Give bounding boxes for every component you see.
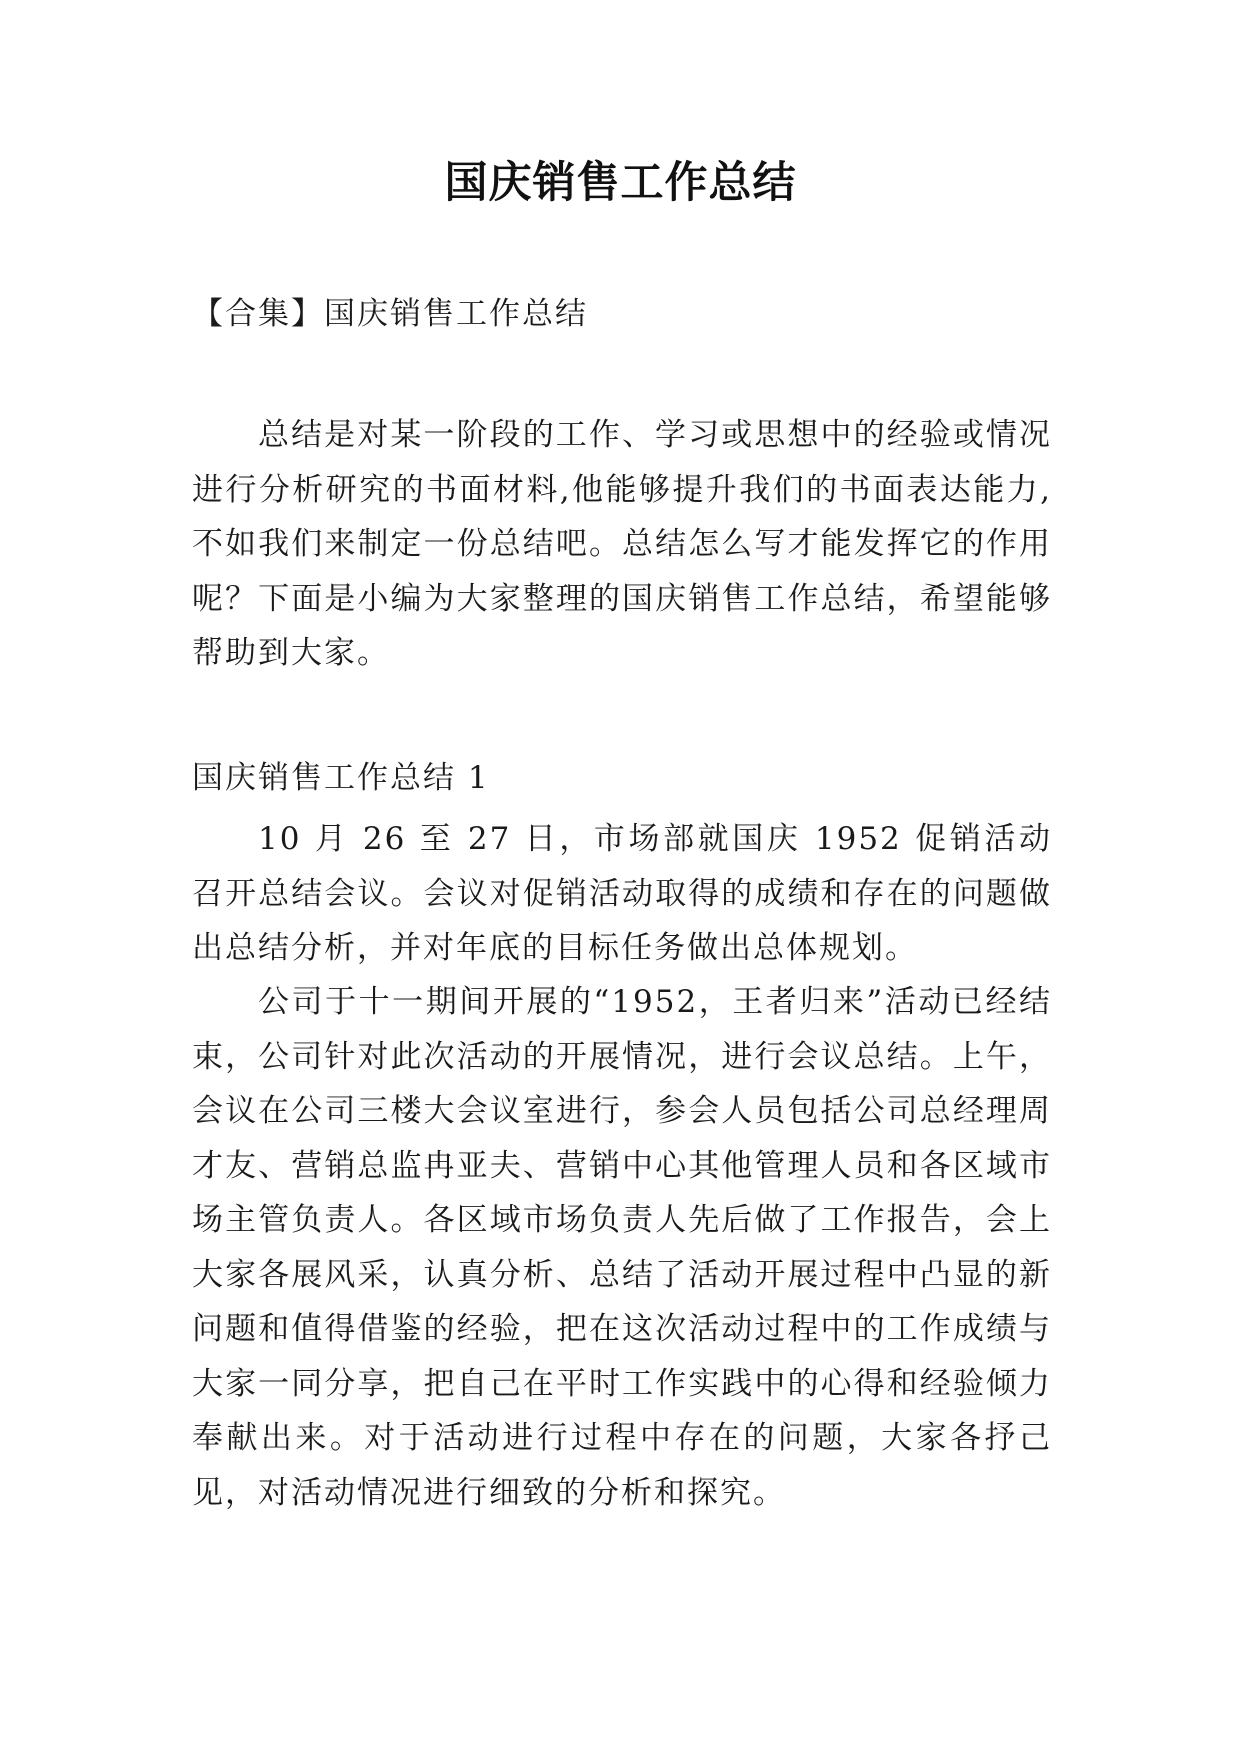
section-heading: 国庆销售工作总结 1	[192, 760, 490, 796]
section-paragraph-1: 10 月 26 至 27 日，市场部就国庆 1952 促销活动召开总结会议。会议对促销活动取得的成绩和存在的问题做出总结分析，并对年底的目标任务做出总体规划。	[192, 821, 1052, 966]
intro-paragraph: 总结是对某一阶段的工作、学习或思想中的经验或情况进行分析研究的书面材料,他能够提升我们的书面表达能力,不如我们来制定一份总结吧。总结怎么写才能发挥它的作用呢？下面是小编为大家整理的国庆销售工作总结，希望能够帮助到大家。	[192, 417, 1052, 671]
section-paragraph-2: 公司于十一期间开展的“1952，王者归来”活动已经结束，公司针对此次活动的开展情况，进行会议总结。上午，会议在公司三楼大会议室进行，参会人员包括公司总经理周才友、营销总监冉亚夫、营销中心其他管理人员和各区域市场主管负责人。各区域市场负责人先后做了工作报告，会上大家各展风采，认真分析、总结了活动开展过程中凸显的新问题和值得借鉴的经验，把在这次活动过程中的工作成绩与大家一同分享，把自己在平时工作实践中的心得和经验倾力奉献出来。对于活动进行过程中存在的问题，大家各抒己见，对活动情况进行细致的分析和探究。	[192, 984, 1052, 1511]
page-title: 国庆销售工作总结	[444, 158, 797, 208]
document-subtitle: 【合集】国庆销售工作总结	[192, 296, 588, 332]
